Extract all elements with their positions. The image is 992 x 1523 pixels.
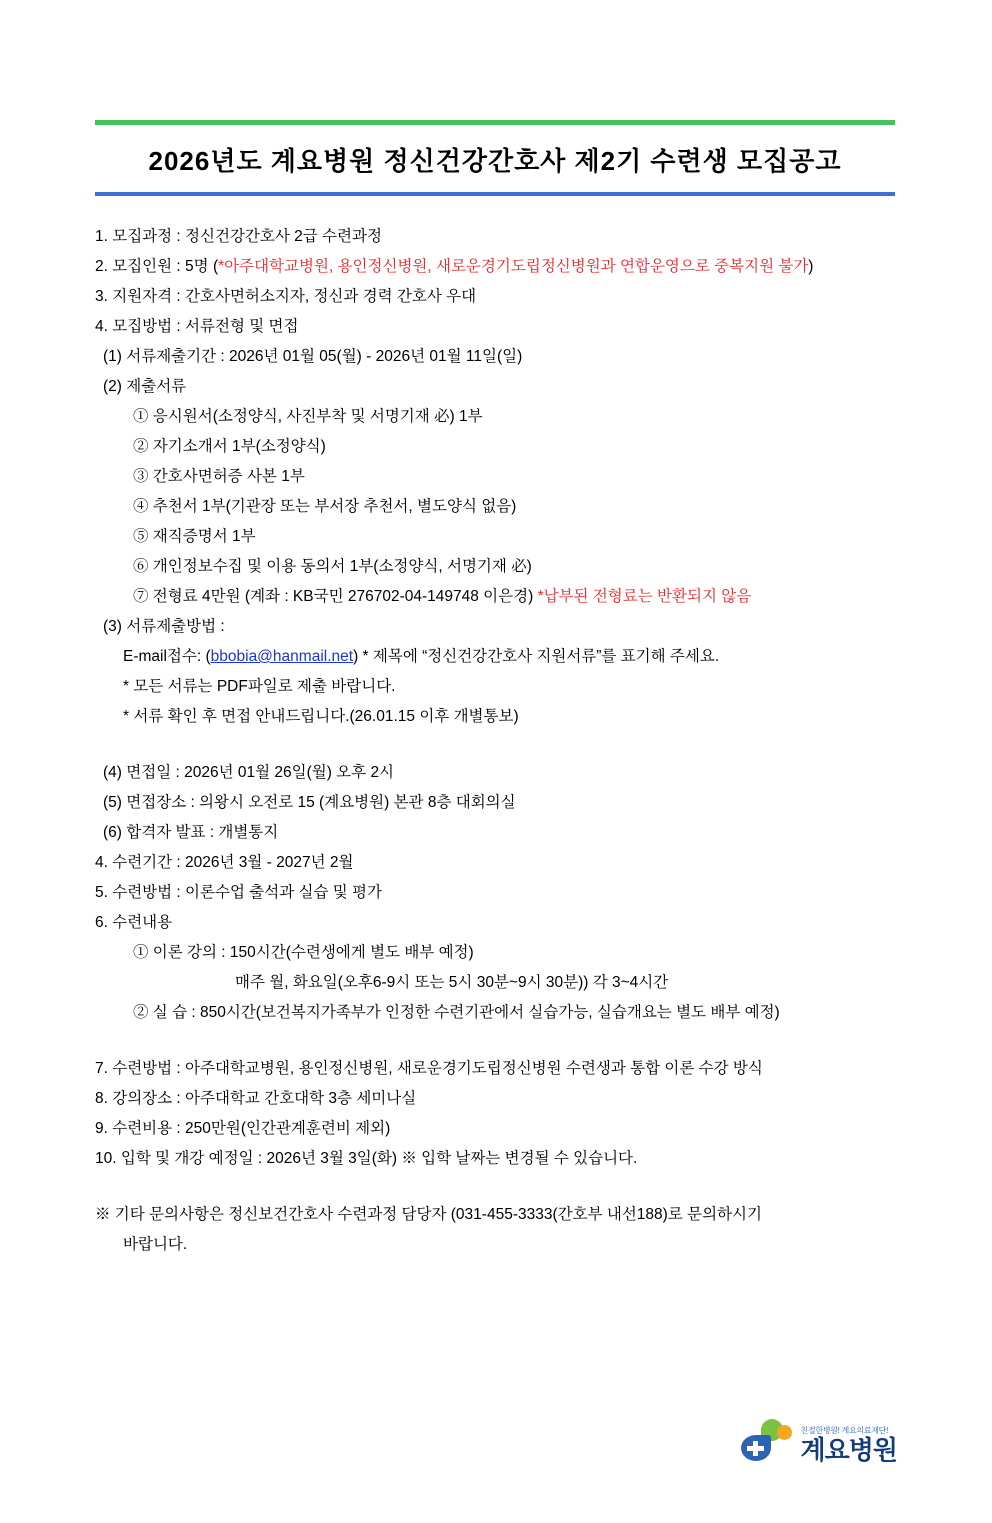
spacer-before-footnote (95, 1174, 897, 1200)
line-submission-period: (1) 서류제출기간 : 2026년 01월 05(월) - 2026년 01월 11일(일) (103, 348, 523, 365)
line-practice-hours: ② 실 습 : 850시간(보건복지가족부가 인정한 수련기관에서 실습가능, 실습개요는 별도 배부 예정) (133, 1004, 780, 1021)
line-training-period: 4. 수련기간 : 2026년 3월 - 2027년 2월 (95, 854, 354, 871)
line-result-announcement: (6) 합격자 발표 : 개별통지 (103, 824, 279, 841)
line-training-content-heading: 6. 수련내용 (95, 914, 173, 931)
logo-tagline: 친절한병원! 계요의료재단! (800, 1426, 889, 1435)
line-email-submission (123, 642, 897, 672)
line-theory-schedule: 매주 월, 화요일(오후6-9시 또는 5시 30분~9시 30분)) 각 3~4시간 (235, 974, 669, 991)
hospital-logo (741, 1419, 897, 1463)
recruit-count-prefix: 2. 모집인원 : 5명 ( (95, 258, 219, 275)
top-green-rule (95, 120, 895, 125)
spacer-after-content (95, 1028, 897, 1054)
line-qualification: 3. 지원자격 : 간호사면허소지자, 정신과 경력 간호사 우대 (95, 288, 477, 305)
line-submission-method-heading: (3) 서류제출방법 : (103, 618, 225, 635)
email-suffix: ) * 제목에 “정신건강간호사 지원서류”를 표기해 주세요. (353, 648, 720, 665)
line-doc-2: ② 자기소개서 1부(소정양식) (133, 438, 326, 455)
page-title: 2026년도 계요병원 정신건강간호사 제2기 수련생 모집공고 (148, 146, 842, 176)
line-theory-hours: ① 이론 강의 : 150시간(수련생에게 별도 배부 예정) (133, 944, 474, 961)
line-lecture-place: 8. 강의장소 : 아주대학교 간호대학 3층 세미나실 (95, 1090, 417, 1107)
title-blue-rule (95, 192, 895, 196)
line-doc-7-fee (133, 582, 897, 612)
line-doc-4: ④ 추천서 1부(기관장 또는 부서장 추천서, 별도양식 없음) (133, 498, 517, 515)
logo-name: 계요병원 (800, 1435, 897, 1465)
line-doc-6: ⑥ 개인정보수집 및 이용 동의서 1부(소정양식, 서명기재 必) (133, 558, 532, 575)
line-recruit-count (95, 252, 897, 282)
fee-text: ⑦ 전형료 4만원 (계좌 : KB국민 276702-04-149748 이은경) (133, 588, 538, 605)
line-interview-date: (4) 면접일 : 2026년 01월 26일(월) 오후 2시 (103, 764, 395, 781)
line-doc-3: ③ 간호사면허증 사본 1부 (133, 468, 305, 485)
line-interview-place: (5) 면접장소 : 의왕시 오전로 15 (계요병원) 본관 8층 대회의실 (103, 794, 516, 811)
document-page (0, 120, 992, 1523)
recruit-count-suffix: ) (808, 258, 814, 275)
line-pdf-note: * 모든 서류는 PDF파일로 제출 바랍니다. (123, 678, 396, 695)
email-link[interactable]: bbobia@hanmail.net (210, 648, 354, 665)
hospital-logo-text (801, 1425, 897, 1463)
line-training-method-2: 7. 수련방법 : 아주대학교병원, 용인정신병원, 새로운경기도립정신병원 수련생과 통합 이론 수강 방식 (95, 1060, 763, 1077)
email-prefix: E-mail접수: ( (123, 648, 211, 665)
logo-orange-shape (777, 1425, 792, 1440)
document-body (95, 222, 897, 1260)
line-doc-5: ⑤ 재직증명서 1부 (133, 528, 256, 545)
line-interview-notice: * 서류 확인 후 면접 안내드립니다.(26.01.15 이후 개별통보) (123, 708, 519, 725)
hospital-logo-icon (741, 1419, 795, 1463)
line-inquiry-note: ※ 기타 문의사항은 정신보건간호사 수련과정 담당자 (031-455-3333(간호부 내선188)로 문의하시기 (95, 1206, 762, 1223)
line-training-cost: 9. 수련비용 : 250만원(인간관계훈련비 제외) (95, 1120, 391, 1137)
line-admission-date: 10. 입학 및 개강 예정일 : 2026년 3월 3일(화) ※ 입학 날짜는 변경될 수 있습니다. (95, 1150, 638, 1167)
logo-cross-horizontal (747, 1446, 764, 1451)
recruit-count-warning: *아주대학교병원, 용인정신병원, 새로운경기도립정신병원과 연합운영으로 중복지원 불가 (218, 258, 809, 275)
fee-nonrefund-note: *납부된 전형료는 반환되지 않음 (537, 588, 752, 605)
line-documents-heading: (2) 제출서류 (103, 378, 187, 395)
line-doc-1: ① 응시원서(소정양식, 사진부착 및 서명기재 必) 1부 (133, 408, 483, 425)
line-inquiry-note-cont: 바랍니다. (123, 1236, 188, 1253)
line-training-method: 5. 수련방법 : 이론수업 출석과 실습 및 평가 (95, 884, 382, 901)
line-method: 4. 모집방법 : 서류전형 및 면접 (95, 318, 299, 335)
line-recruit-course: 1. 모집과정 : 정신건강간호사 2급 수련과정 (95, 228, 382, 245)
spacer-after-notices (95, 732, 897, 758)
